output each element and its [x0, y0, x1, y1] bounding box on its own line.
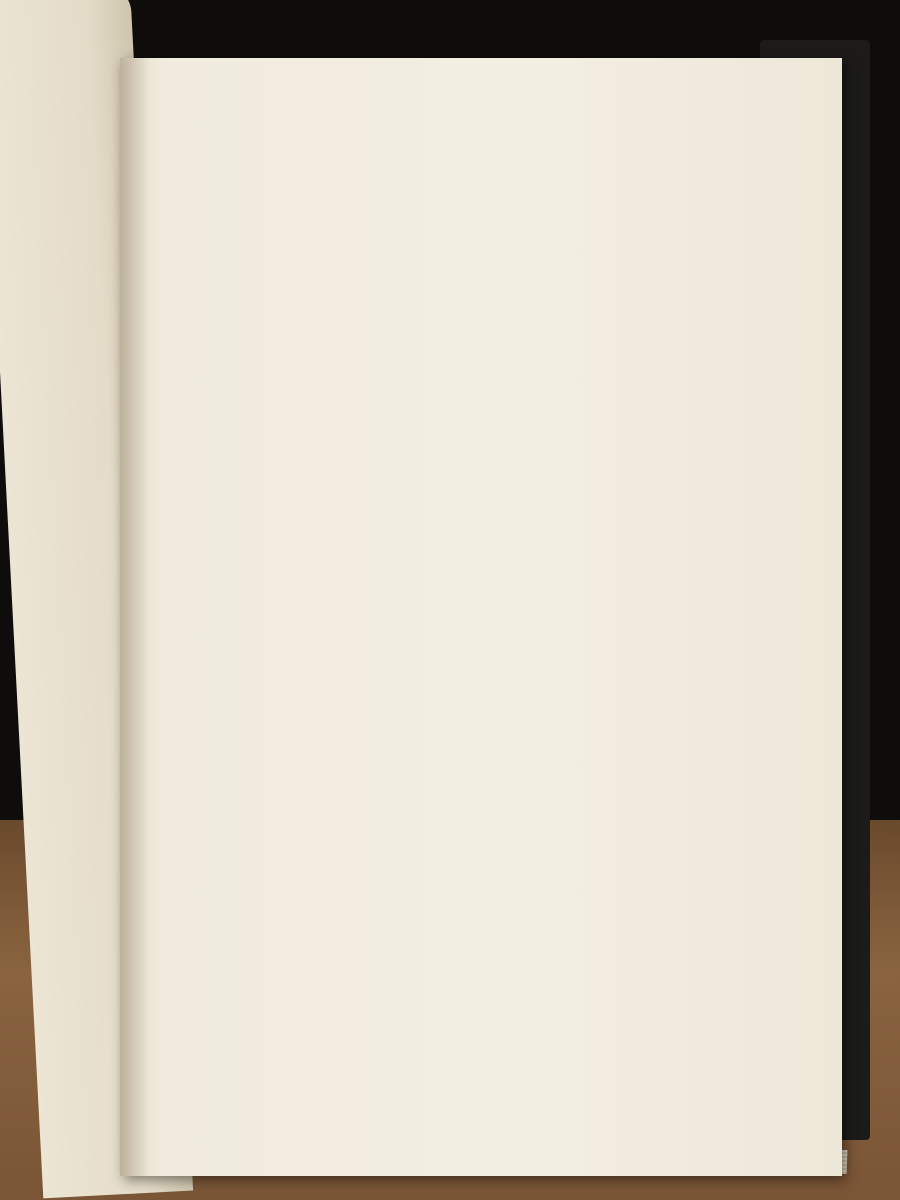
book-page: [120, 58, 842, 1176]
page-gutter: [120, 58, 150, 1176]
